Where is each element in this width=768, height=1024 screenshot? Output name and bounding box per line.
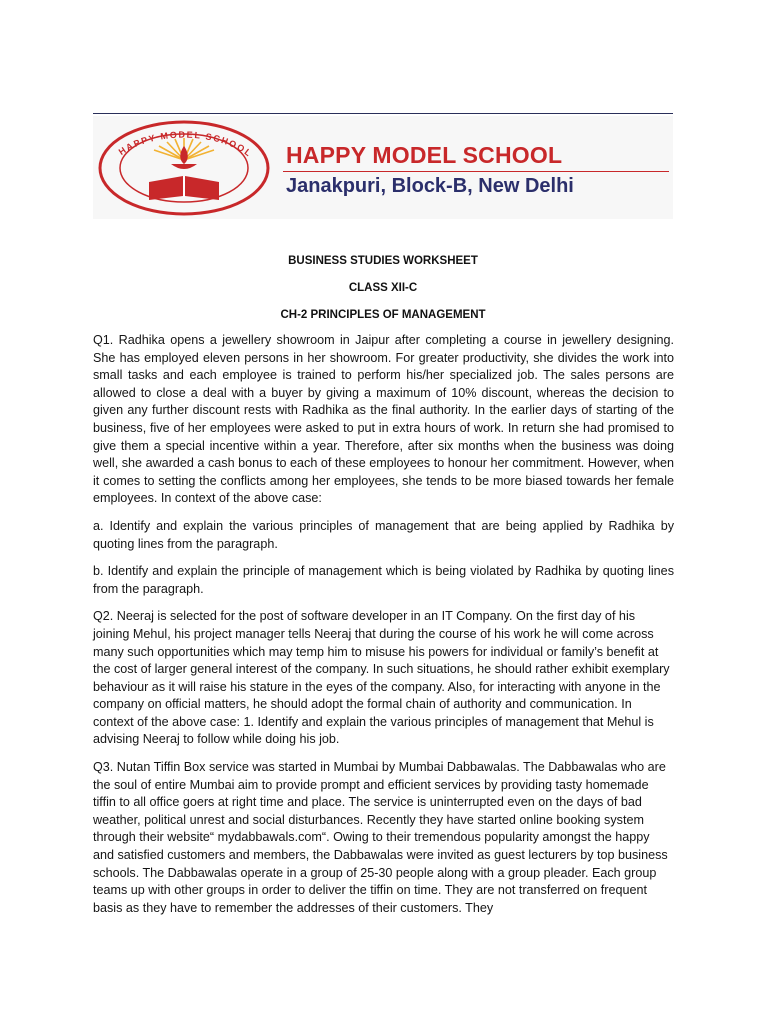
worksheet-headings bbox=[93, 250, 673, 331]
school-emblem-icon bbox=[97, 120, 271, 216]
logo-ring-text: HAPPY MODEL SCHOOL bbox=[116, 129, 255, 160]
school-address: Janakpuri, Block-B, New Delhi bbox=[286, 175, 574, 197]
question-1: Q1. Radhika opens a jewellery showroom in Jaipur after completing a course in jewellery designing. She has employed eleven persons in her showroom. For greater productivity, she divides the work into small tasks and each employee is trained to perform his/her specialized job. The sales persons are allowed to close a deal with a buyer by giving a maximum of 10% discount, whereas the decision to given any further discount rests with Radhika as the final authority. In the earlier days of starting of the business, five of her employees were asked to put in extra hours of work. In return she had promised to give them a special incentive within a year. Therefore, after six months when the business was doing well, she awarded a cash bonus to each of these employees to honour her commitment. However, when it comes to setting the conflicts among her employees, she tends to be more biased towards her female employees. In context of the above case: bbox=[93, 333, 674, 506]
question-2: Q2. Neeraj is selected for the post of software developer in an IT Company. On the first day of his joining Mehul, his project manager tells Neeraj that during the course of his work he will come across many such opportunities which may temp him to misuse his powers for individual or family’s benefit at the cost of larger general interest of the company. In such situations, he should rather exhibit exemplary behaviour as it will raise his stature in the eyes of the company. Also, for interacting with anyone in the company on official matters, he should adopt the formal chain of authority and communication. In context of the above case: 1. Identify and explain the various principles of management that Mehul is advising Neeraj to follow while doing his job. bbox=[93, 609, 670, 747]
worksheet-title: BUSINESS STUDIES WORKSHEET bbox=[288, 255, 478, 267]
school-banner bbox=[93, 116, 673, 219]
question-1a: a. Identify and explain the various principles of management that are being applied by Radhika by quoting lines from the paragraph. bbox=[93, 518, 674, 551]
top-divider bbox=[93, 113, 673, 114]
school-logo bbox=[97, 120, 271, 216]
chapter-title: CH-2 PRINCIPLES OF MANAGEMENT bbox=[280, 309, 486, 321]
question-3: Q3. Nutan Tiffin Box service was started in Mumbai by Mumbai Dabbawalas. The Dabbawalas who are the soul of entire Mumbai aim to provide prompt and efficient services by providing tasty homemade tiffin to all office goers at right time and place. The service is uninterrupted even on the days of bad weather, political unrest and social disturbances. Recently they have started online booking system through their website“ mydabbawals.com“. Owing to their tremendous popularity amongst the happy and satisfied customers and members, the Dabbawalas were invited as guest lecturers by top business schools. The Dabbawalas operate in a group of 25-30 people along with a group pleader. Each group teams up with other groups in order to deliver the tiffin on time. They are not transferred on frequent basis as they have to remember the addresses of their customers. They bbox=[93, 760, 668, 915]
school-name: HAPPY MODEL SCHOOL bbox=[286, 142, 563, 168]
class-label: CLASS XII-C bbox=[348, 282, 418, 294]
worksheet-body bbox=[93, 332, 674, 927]
question-1b: b. Identify and explain the principle of management which is being violated by Radhika by quoting lines from the paragraph. bbox=[93, 564, 674, 596]
